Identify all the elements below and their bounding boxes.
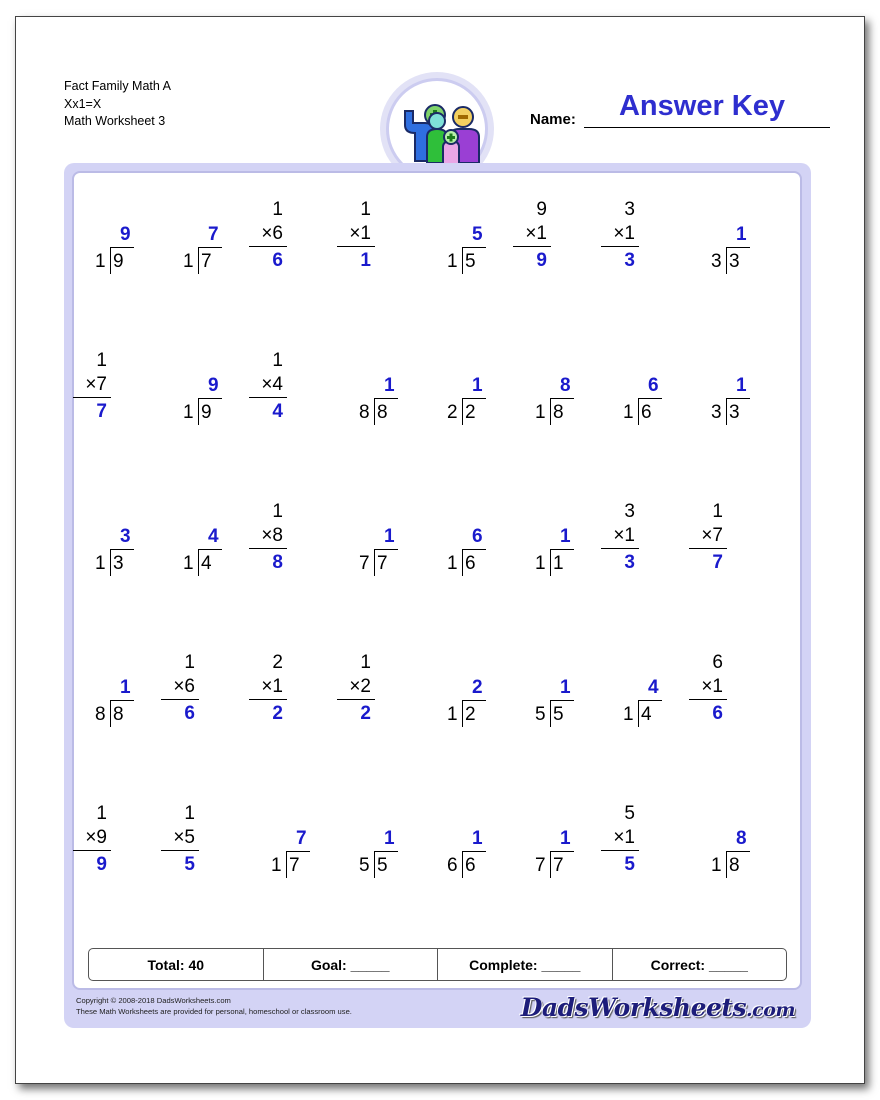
answer-value: 5 [624,854,635,875]
division-bar [550,851,574,852]
factor-bottom: ×2 [349,676,371,697]
divisor-value: 5 [359,855,370,876]
division-bar [462,851,486,852]
multiplication-problem [79,804,159,884]
answer-bar [513,246,551,247]
dividend-value: 7 [377,553,388,574]
factor-top: 1 [360,652,371,673]
answer-value: 1 [384,526,395,547]
multiplication-problem [607,502,687,582]
answer-bar [249,699,287,700]
answer-value: 9 [536,250,547,271]
factor-bottom: ×6 [261,223,283,244]
answer-value: 8 [560,375,571,396]
division-problem [167,200,247,280]
divisor-value: 1 [95,553,106,574]
answer-value: 1 [384,828,395,849]
factor-bottom: ×1 [701,676,723,697]
division-bracket [198,247,199,274]
division-bracket [462,549,463,576]
division-bar [374,398,398,399]
multiplication-problem [79,351,159,431]
answer-value: 8 [736,828,747,849]
answer-key-title: Answer Key [618,90,785,122]
division-problem [431,502,511,582]
divisor-value: 8 [359,402,370,423]
answer-value: 9 [208,375,219,396]
divisor-value: 1 [535,402,546,423]
division-bracket [462,247,463,274]
division-bar [726,398,750,399]
divisor-value: 1 [271,855,282,876]
division-bracket [550,700,551,727]
answer-value: 6 [712,703,723,724]
worksheet-subtitle: Xx1=X [64,96,102,111]
dividend-value: 8 [729,855,740,876]
divisor-value: 1 [447,704,458,725]
problem-frame [64,163,811,1028]
answer-value: 2 [360,703,371,724]
division-problem [607,351,687,431]
multiplication-problem [255,653,335,733]
answer-bar [249,397,287,398]
factor-top: 1 [360,199,371,220]
factor-bottom: ×4 [261,374,283,395]
divisor-value: 7 [359,553,370,574]
answer-value: 1 [472,375,483,396]
factor-top: 9 [536,199,547,220]
dividend-value: 6 [465,553,476,574]
answer-value: 1 [560,526,571,547]
multiplication-problem [343,653,423,733]
brand-logo-main: DadsWorksheets [520,993,747,1022]
answer-value: 4 [272,401,283,422]
divisor-value: 8 [95,704,106,725]
answer-bar [161,850,199,851]
dividend-value: 1 [553,553,564,574]
factor-top: 5 [624,803,635,824]
factor-bottom: ×9 [85,827,107,848]
division-bar [550,700,574,701]
division-problem [695,804,775,884]
multiplication-problem [255,502,335,582]
factor-top: 1 [712,501,723,522]
name-field-line[interactable] [584,127,830,128]
division-problem [343,804,423,884]
multiplication-problem [607,200,687,280]
answer-value: 3 [624,552,635,573]
divisor-value: 6 [447,855,458,876]
dividend-value: 9 [201,402,212,423]
factor-bottom: ×1 [613,525,635,546]
division-bar [462,549,486,550]
divisor-value: 1 [623,402,634,423]
answer-value: 1 [736,224,747,245]
factor-top: 1 [96,350,107,371]
division-bracket [462,700,463,727]
answer-value: 6 [272,250,283,271]
dividend-value: 3 [729,251,740,272]
division-bar [550,549,574,550]
answer-value: 3 [120,526,131,547]
divisor-value: 1 [447,251,458,272]
divisor-value: 1 [623,704,634,725]
answer-value: 1 [560,677,571,698]
answer-value: 5 [184,854,195,875]
answer-value: 5 [472,224,483,245]
answer-bar [689,548,727,549]
division-bar [462,700,486,701]
factor-bottom: ×6 [173,676,195,697]
dividend-value: 3 [113,553,124,574]
worksheet-title: Fact Family Math A [64,79,171,93]
brand-logo [521,993,795,1022]
dividend-value: 5 [553,704,564,725]
divisor-value: 7 [535,855,546,876]
answer-value: 4 [208,526,219,547]
factor-bottom: ×7 [85,374,107,395]
multiplication-problem [167,653,247,733]
score-total: Total: 40 [89,949,264,980]
factor-top: 1 [272,199,283,220]
division-problem [431,351,511,431]
dividend-value: 6 [465,855,476,876]
division-bracket [550,851,551,878]
answer-bar [601,850,639,851]
factor-bottom: ×1 [261,676,283,697]
answer-bar [249,246,287,247]
dividend-value: 5 [377,855,388,876]
division-bracket [198,549,199,576]
multiplication-problem [695,502,775,582]
division-problem [607,653,687,733]
division-problem [79,200,159,280]
division-bar [462,247,486,248]
division-problem [255,804,335,884]
division-bracket [550,549,551,576]
division-problem [695,351,775,431]
answer-value: 1 [360,250,371,271]
score-bar [88,948,787,981]
answer-bar [161,699,199,700]
factor-bottom: ×8 [261,525,283,546]
division-bracket [286,851,287,878]
division-bracket [110,700,111,727]
division-problem [167,502,247,582]
dividend-value: 6 [641,402,652,423]
worksheet-number: Math Worksheet 3 [64,114,166,128]
dividend-value: 8 [113,704,124,725]
division-bar [550,398,574,399]
division-problem [79,653,159,733]
factor-bottom: ×1 [525,223,547,244]
answer-value: 7 [208,224,219,245]
answer-bar [601,246,639,247]
divisor-value: 2 [447,402,458,423]
divisor-value: 1 [711,855,722,876]
dividend-value: 4 [641,704,652,725]
divisor-value: 5 [535,704,546,725]
division-problem [519,804,599,884]
division-bracket [638,398,639,425]
answer-value: 2 [272,703,283,724]
answer-value: 8 [272,552,283,573]
division-bar [110,700,134,701]
division-bracket [110,549,111,576]
dividend-value: 7 [553,855,564,876]
answer-value: 2 [472,677,483,698]
division-bracket [726,851,727,878]
divisor-value: 1 [183,553,194,574]
division-bar [374,851,398,852]
factor-bottom: ×5 [173,827,195,848]
division-bar [638,398,662,399]
factor-bottom: ×1 [349,223,371,244]
answer-bar [337,246,375,247]
answer-value: 7 [296,828,307,849]
division-problem [519,351,599,431]
division-problem [519,653,599,733]
division-bar [638,700,662,701]
footer-copyright [76,995,352,1017]
factor-top: 1 [184,652,195,673]
division-bracket [374,549,375,576]
answer-value: 1 [736,375,747,396]
answer-value: 1 [472,828,483,849]
division-bracket [374,398,375,425]
division-bracket [462,398,463,425]
factor-top: 1 [272,501,283,522]
division-bracket [110,247,111,274]
factor-top: 1 [96,803,107,824]
multiplication-problem [607,804,687,884]
division-bar [726,247,750,248]
worksheet-header [64,78,171,131]
dividend-value: 8 [553,402,564,423]
score-correct[interactable]: Correct: _____ [650,956,748,973]
dividend-value: 8 [377,402,388,423]
division-problem [431,804,511,884]
multiplication-problem [255,351,335,431]
multiplication-problem [167,804,247,884]
division-bracket [638,700,639,727]
score-goal[interactable]: Goal: _____ [264,949,439,980]
name-label: Name: [530,111,576,128]
dividend-value: 2 [465,704,476,725]
answer-value: 1 [560,828,571,849]
answer-value: 1 [120,677,131,698]
divisor-value: 1 [183,402,194,423]
dividend-value: 7 [289,855,300,876]
divisor-value: 3 [711,251,722,272]
copyright-text: Copyright © 2008-2018 DadsWorksheets.com [76,996,231,1005]
division-bracket [550,398,551,425]
multiplication-problem [343,200,423,280]
answer-value: 6 [184,703,195,724]
factor-top: 3 [624,199,635,220]
answer-bar [249,548,287,549]
dividend-value: 9 [113,251,124,272]
factor-top: 1 [184,803,195,824]
multiplication-problem [519,200,599,280]
factor-top: 6 [712,652,723,673]
dividend-value: 5 [465,251,476,272]
answer-bar [73,850,111,851]
division-problem [79,502,159,582]
division-problem [431,200,511,280]
answer-bar [601,548,639,549]
division-bar [198,549,222,550]
answer-value: 6 [472,526,483,547]
dividend-value: 2 [465,402,476,423]
division-bracket [726,247,727,274]
answer-value: 9 [120,224,131,245]
division-bar [198,247,222,248]
division-bar [374,549,398,550]
division-bracket [462,851,463,878]
usage-note: These Math Worksheets are provided for personal, homeschool or classroom use. [76,1007,352,1016]
answer-value: 7 [96,401,107,422]
answer-bar [337,699,375,700]
division-problem [343,502,423,582]
divisor-value: 1 [447,553,458,574]
division-problem [343,351,423,431]
factor-top: 2 [272,652,283,673]
brand-logo-suffix: .com [746,999,795,1021]
multiplication-problem [695,653,775,733]
dividend-value: 4 [201,553,212,574]
answer-value: 3 [624,250,635,271]
division-bar [110,247,134,248]
divisor-value: 1 [183,251,194,272]
answer-value: 7 [712,552,723,573]
division-bracket [726,398,727,425]
answer-value: 1 [384,375,395,396]
division-bracket [374,851,375,878]
division-problem [695,200,775,280]
division-bar [198,398,222,399]
division-bar [286,851,310,852]
multiplication-problem [255,200,335,280]
division-problem [167,351,247,431]
factor-top: 3 [624,501,635,522]
division-bar [726,851,750,852]
division-bracket [198,398,199,425]
answer-bar [73,397,111,398]
dividend-value: 7 [201,251,212,272]
answer-value: 9 [96,854,107,875]
divisor-value: 1 [535,553,546,574]
answer-value: 6 [648,375,659,396]
factor-bottom: ×1 [613,223,635,244]
answer-value: 4 [648,677,659,698]
divisor-value: 1 [95,251,106,272]
score-complete[interactable]: Complete: _____ [438,949,613,980]
divisor-value: 3 [711,402,722,423]
factor-top: 1 [272,350,283,371]
division-bar [462,398,486,399]
division-bar [110,549,134,550]
division-problem [431,653,511,733]
division-problem [519,502,599,582]
factor-bottom: ×1 [613,827,635,848]
answer-bar [689,699,727,700]
factor-bottom: ×7 [701,525,723,546]
dividend-value: 3 [729,402,740,423]
